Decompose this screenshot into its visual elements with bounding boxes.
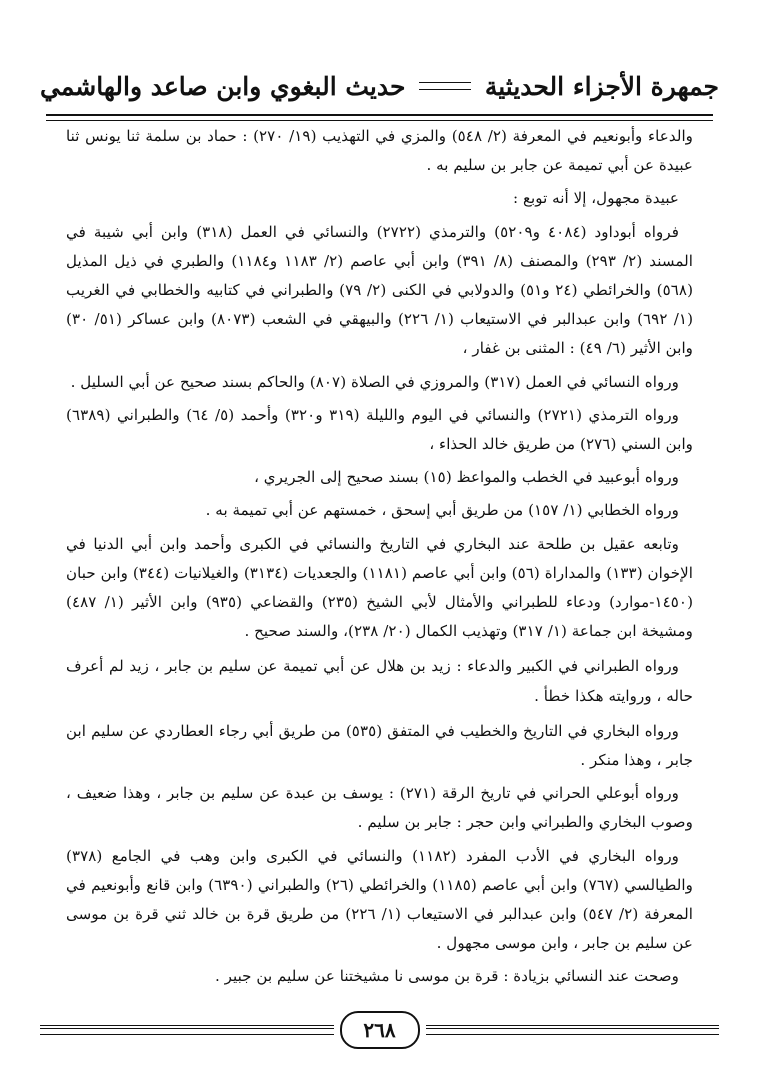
paragraph: ورواه الطبراني في الكبير والدعاء : زيد بن هلال عن أبي تميمة عن سليم بن جابر ، زيد لم أعرف حاله ، وروايته هكذا خطأ . bbox=[66, 657, 693, 705]
book-title: جمهرة الأجزاء الحديثية bbox=[484, 71, 719, 101]
section-title: حديث البغوي وابن صاعد والهاشمي bbox=[40, 71, 406, 101]
paragraph: وتابعه عقيل بن طلحة عند البخاري في التاريخ والنسائي في الكبرى وأحمد وابن أبي الدنيا في الإخوان (١٣٣) والمداراة (٥٦) وابن أبي عاصم (١١٨١) والجعديات (٣١٣٤) والغيلانيات (٣٤٤) وابن حبان (١٤٥٠-موارد) ودعاء للطبراني والأمثال لأبي الشيخ (٢٣٥) والقضاعي (٩٣٥) وابن الأثير (١/ ٤٨٧) ومشيخة ابن جماعة (١/ ٣١٧) وتهذيب الكمال (٢٠/ ٢٣٨)، والسند صحيح . bbox=[66, 534, 694, 641]
paragraph: ورواه البخاري في التاريخ والخطيب في المتفق (٥٣٥) من طريق أبي رجاء العطاردي عن سليم ابن جابر ، وهذا منكر . bbox=[66, 721, 693, 770]
header-separator bbox=[419, 82, 470, 90]
page-header bbox=[40, 60, 719, 112]
page-number: ٢٦٨ bbox=[340, 1011, 420, 1049]
paragraph: وصحت عند النسائي بزيادة : قرة بن موسى نا مشيختنا عن سليم بن جبير . bbox=[214, 967, 679, 986]
paragraph: ورواه الترمذي (٢٧٢١) والنسائي في اليوم والليلة (٣١٩ و٣٢٠) وأحمد (٥/ ٦٤) والطبراني (٦٣٨٩) وابن السني (٢٧٦) من طريق خالد الحذاء ، bbox=[66, 405, 693, 454]
page-body bbox=[66, 122, 693, 996]
footer-rule-right bbox=[426, 1025, 720, 1035]
page-footer bbox=[40, 1010, 719, 1050]
footer-rule-left bbox=[40, 1025, 334, 1035]
paragraph: ورواه البخاري في الأدب المفرد (١١٨٢) والنسائي في الكبرى وابن وهب في الجامع (٣٧٨) والطيالسي (٧٦٧) وابن أبي عاصم (١١٨٥) والخرائطي (٢٦) والطبراني (٦٣٩٠) وابن قانع وأبونعيم في المعرفة (٢/ ٥٤٧) وابن عبدالبر في الاستيعاب (١/ ٢٢٦) من طريق قرة بن خالد ثني قرة بن موسى عن سليم بن جابر ، وابن موسى مجهول . bbox=[66, 846, 693, 953]
paragraph: ورواه النسائي في العمل (٣١٧) والمروزي في الصلاة (٨٠٧) والحاكم بسند صحيح عن أبي السليل . bbox=[70, 372, 679, 391]
paragraph: ورواه أبوعبيد في الخطب والمواعظ (١٥) بسند صحيح إلى الجريري ، bbox=[254, 468, 679, 487]
header-rule bbox=[46, 114, 713, 121]
paragraph: ورواه الخطابي (١/ ١٥٧) من طريق أبي إسحق ، خمستهم عن أبي تميمة به . bbox=[205, 501, 679, 520]
paragraph: ورواه أبوعلي الحراني في تاريخ الرقة (٢٧١) : يوسف بن عبدة عن سليم بن جابر ، وهذا ضعيف ، وصوب البخاري والطبراني وابن حجر : جابر بن سليم . bbox=[66, 784, 693, 832]
paragraph: والدعاء وأبونعيم في المعرفة (٢/ ٥٤٨) والمزي في التهذيب (١٩/ ٢٧٠) : حماد بن سلمة ثنا يونس ثنا عبيدة عن أبي تميمة عن جابر بن سليم به . bbox=[66, 127, 693, 175]
paragraph: عبيدة مجهول، إلا أنه توبع : bbox=[513, 189, 679, 208]
paragraph: فرواه أبوداود (٤٠٨٤ و٥٢٠٩) والترمذي (٢٧٢٢) والنسائي في العمل (٣١٨) وابن أبي شيبة في المسند (٢/ ٢٩٣) والمصنف (٨/ ٣٩١) وابن أبي عاصم (٢/ ١١٨٣ و١١٨٤) والطبري في ذيل المذيل (٥٦٨) والخرائطي (٢٤ و٥١) والدولابي في الكنى (٢/ ٧٩) والطبراني في كتابيه والخطابي في الغريب (١/ ٦٩٢) وابن عبدالبر في الاستيعاب (١/ ٢٢٦) والبيهقي في الشعب (٨٠٧٣) وابن عساكر (٥١/ ٣٠) وابن الأثير (٦/ ٤٩) : المثنى بن غفار ، bbox=[66, 222, 694, 358]
